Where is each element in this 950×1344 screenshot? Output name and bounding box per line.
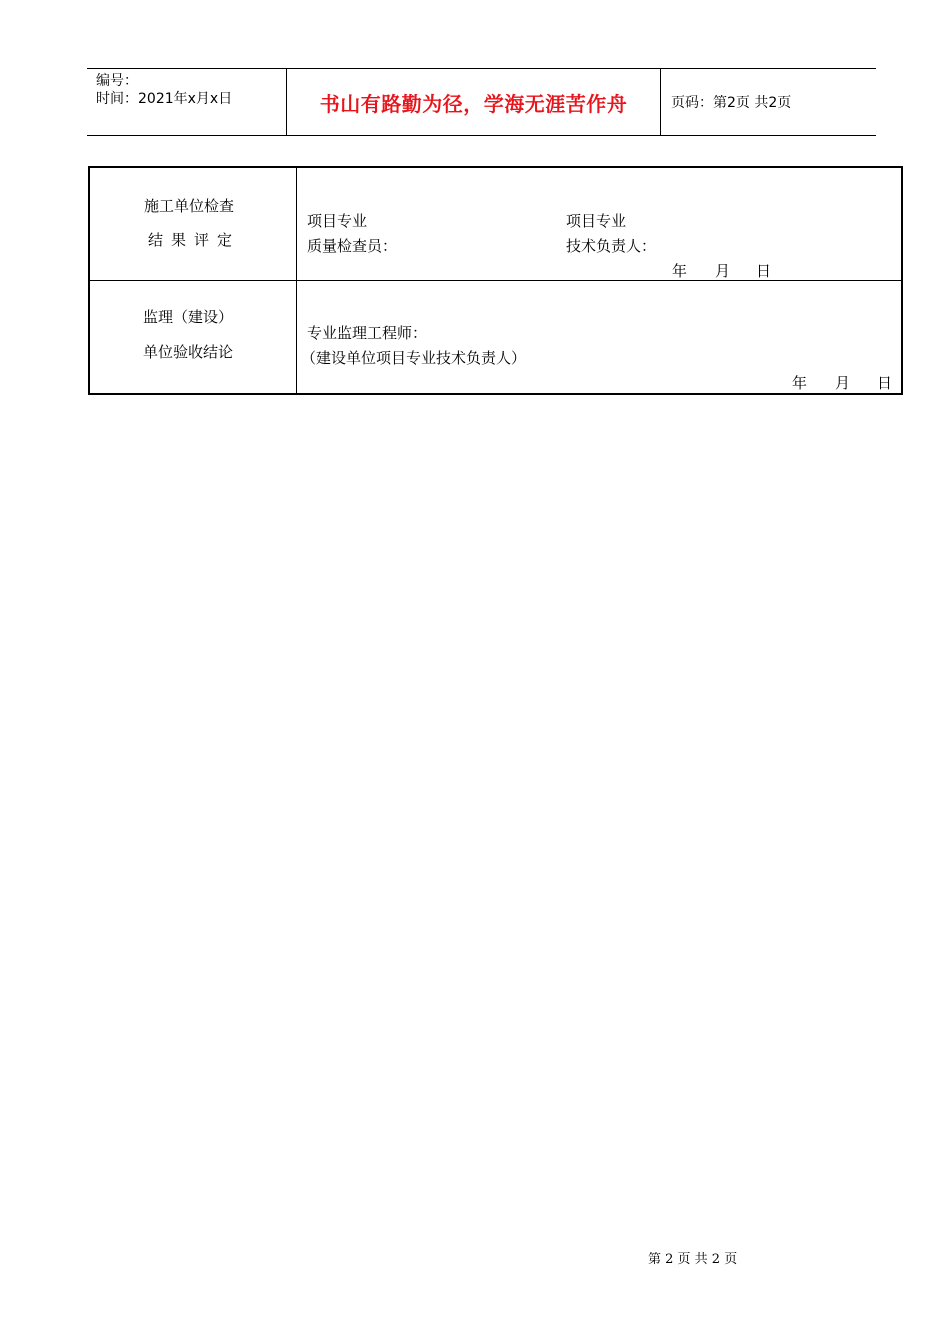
date-day: 日 [756,262,772,280]
supervising-engineer-role: 专业监理工程师： [307,324,428,342]
doc-number-label: 编号： [96,73,138,89]
construction-check-content-cell [297,168,901,280]
technical-lead-role: 技术负责人： [566,237,657,255]
construction-check-row [90,168,901,281]
date-month: 月 [715,262,731,280]
date-month: 月 [835,374,851,392]
header-page-number: 页码：第2页 共2页 [671,95,792,111]
date-year: 年 [672,262,688,280]
page-header [87,68,876,136]
header-motto: 书山有路勤为径，学海无涯苦作舟 [287,69,661,135]
supervision-label-line1: 监理（建设） [143,308,234,326]
date-day: 日 [877,374,893,392]
construction-check-label-line2: 结果评定 [148,231,241,249]
supervision-label-line2: 单位验收结论 [143,343,234,361]
construction-check-label-cell [90,168,297,280]
construction-check-label-line1: 施工单位检查 [144,197,235,215]
header-meta [87,69,287,135]
inspection-form-table [88,166,903,395]
owner-technical-lead-role: （建设单位项目专业技术负责人） [301,349,527,367]
supervision-label-cell [90,281,297,393]
supervision-content-cell [297,281,901,393]
quality-inspector-title: 项目专业 [307,212,368,230]
doc-time-label: 时间：2021年x月x日 [96,91,233,107]
footer-page-number: 第 2 页 共 2 页 [648,1252,738,1267]
quality-inspector-role: 质量检查员： [307,237,398,255]
supervision-acceptance-row [90,281,901,393]
technical-lead-title: 项目专业 [566,212,627,230]
date-year: 年 [792,374,808,392]
